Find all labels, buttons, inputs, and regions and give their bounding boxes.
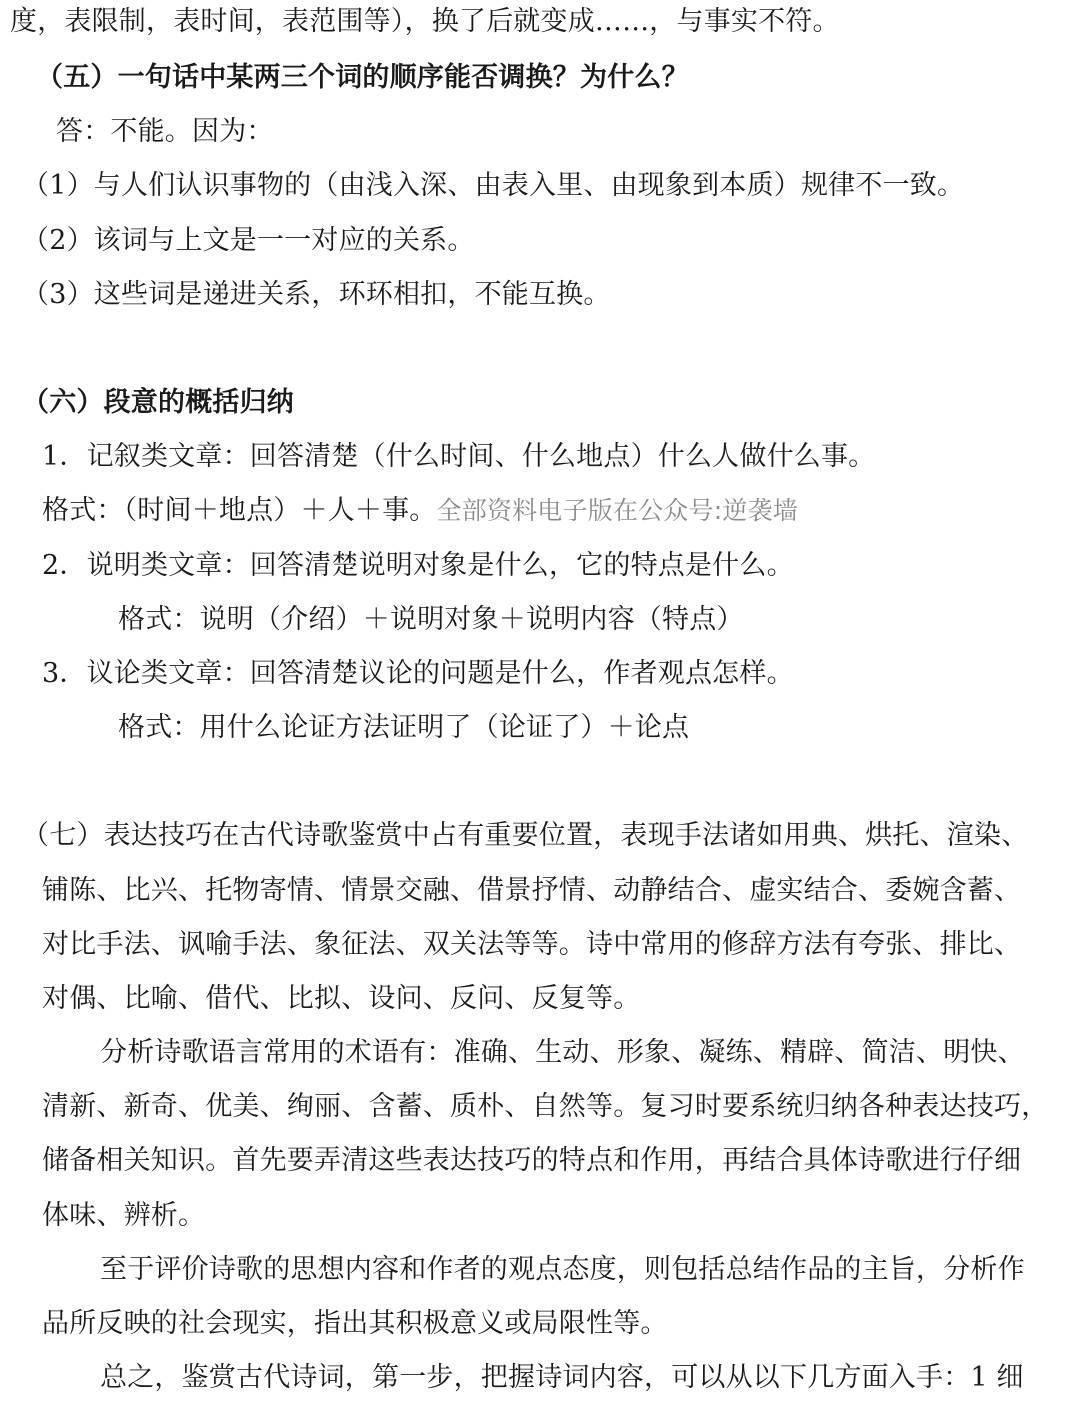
section-7-line-3: 对比手法、讽喻手法、象征法、双关法等等。诗中常用的修辞方法有夸张、排比、: [42, 929, 1022, 960]
reason-1: （1）与人们认识事物的（由浅入深、由表入里、由现象到本质）规律不一致。: [22, 170, 965, 201]
format-narrative-text: 格式：（时间＋地点）＋人＋事。: [42, 495, 437, 526]
summary-argumentative: 3．议论类文章：回答清楚议论的问题是什么，作者观点怎样。: [42, 658, 794, 689]
evaluation-paragraph-line-1: 至于评价诗歌的思想内容和作者的观点态度，则包括总结作品的主旨，分析作: [100, 1254, 1025, 1285]
answer-intro: 答：不能。因为：: [56, 116, 274, 147]
section-heading-6: （六）段意的概括归纳: [22, 387, 294, 418]
terms-paragraph-line-1: 分析诗歌语言常用的术语有：准确、生动、形象、凝练、精辟、简洁、明快、: [100, 1037, 1025, 1068]
terms-paragraph-line-2: 清新、新奇、优美、绚丽、含蓄、质朴、自然等。复习时要系统归纳各种表达技巧，: [42, 1091, 1049, 1122]
evaluation-paragraph-line-2: 品所反映的社会现实，指出其积极意义或局限性等。: [42, 1308, 668, 1339]
terms-paragraph-line-3: 储备相关知识。首先要弄清这些表达技巧的特点和作用，再结合具体诗歌进行仔细: [42, 1145, 1022, 1176]
summary-narrative: 1．记叙类文章：回答清楚（什么时间、什么地点）什么人做什么事。: [42, 441, 876, 472]
reason-2: （2）该词与上文是一一对应的关系。: [22, 225, 475, 256]
watermark-text: 全部资料电子版在公众号:逆袭墙: [436, 496, 798, 525]
section-7-line-1: （七）表达技巧在古代诗歌鉴赏中占有重要位置，表现手法诸如用典、烘托、渲染、: [22, 820, 1029, 851]
section-7-line-2: 铺陈、比兴、托物寄情、情景交融、借景抒情、动静结合、虚实结合、委婉含蓄、: [42, 875, 1022, 906]
section-7-line-4: 对偶、比喻、借代、比拟、设问、反问、反复等。: [42, 983, 641, 1014]
text-line-continuation: 度，表限制，表时间，表范围等），换了后就变成……，与事实不符。: [10, 6, 840, 37]
terms-paragraph-line-4: 体味、辨析。: [42, 1200, 206, 1231]
reason-3: （3）这些词是递进关系，环环相扣，不能互换。: [22, 279, 611, 310]
section-heading-5: （五）一句话中某两三个词的顺序能否调换？为什么？: [36, 62, 689, 93]
format-expository: 格式：说明（介绍）＋说明对象＋说明内容（特点）: [118, 604, 744, 635]
format-argumentative: 格式：用什么论证方法证明了（论证了）＋论点: [118, 712, 690, 743]
format-narrative: [42, 491, 798, 531]
summary-expository: 2．说明类文章：回答清楚说明对象是什么，它的特点是什么。: [42, 550, 794, 581]
conclusion-paragraph-line-1: 总之，鉴赏古代诗词，第一步，把握诗词内容，可以从以下几方面入手：1 细: [100, 1362, 1024, 1393]
